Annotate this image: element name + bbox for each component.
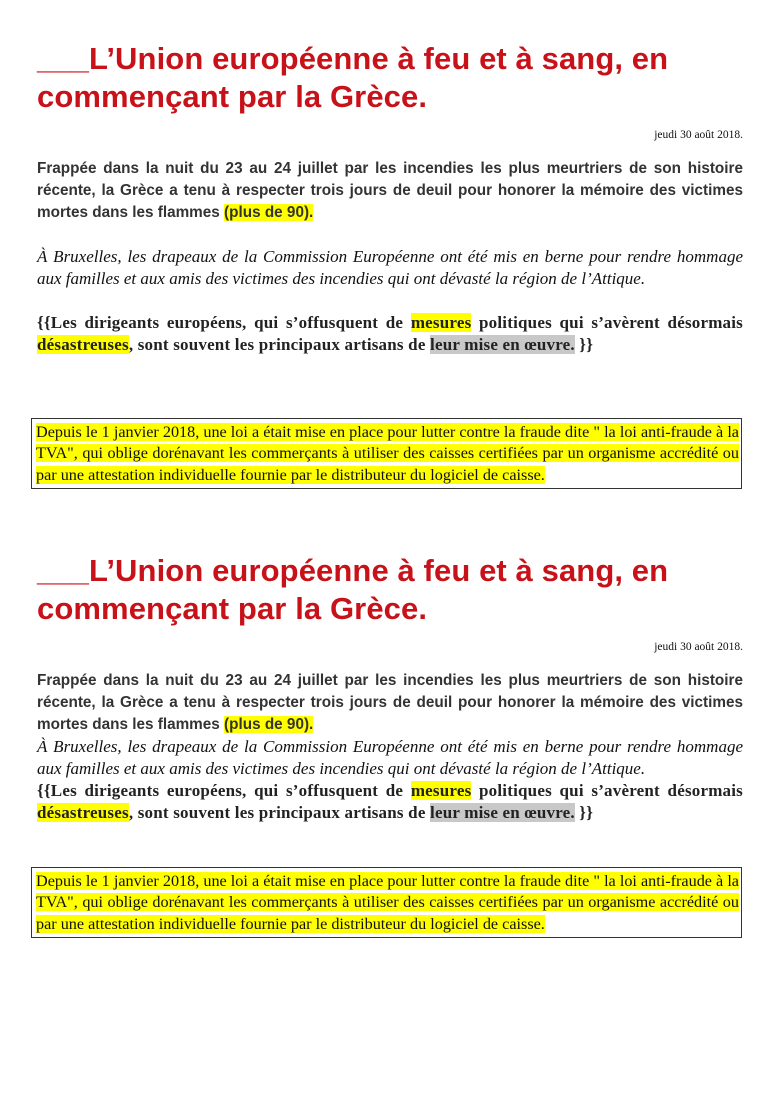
victims-count-highlight: (plus de 90).: [224, 716, 314, 733]
highlight-desastreuses: désastreuses: [37, 335, 129, 354]
intro-text: Frappée dans la nuit du 23 au 24 juillet par les incendies les plus meurtriers de son histoire récente, la Grèce a tenu à respecter trois jours de deuil pour honorer la mémoire des victimes mortes dans les flammes: [37, 672, 743, 733]
intro-paragraph: [37, 158, 743, 224]
quote-paragraph: [37, 780, 743, 824]
highlight-desastreuses: désastreuses: [37, 803, 129, 822]
brussels-paragraph: À Bruxelles, les drapeaux de la Commission Européenne ont été mis en berne pour rendre hommage aux familles et aux amis des victimes des incendies qui ont dévasté la région de l’Attique.: [37, 247, 743, 288]
quote-text-d: }}: [574, 335, 594, 354]
quote-text-b: politiques qui s’avèrent désormais: [471, 781, 743, 800]
highlight-mesures: mesures: [410, 313, 472, 332]
quote-text-d: }}: [574, 803, 594, 822]
article-title: ___L’Union européenne à feu et à sang, en commençant par la Grèce.: [37, 41, 669, 114]
highlight-mise-en-oeuvre: leur mise en œuvre.: [430, 335, 575, 354]
article-2: [37, 552, 743, 824]
tva-law-text: Depuis le 1 janvier 2018, une loi a était mise en place pour lutter contre la fraude dite " la loi anti-fraude à la TVA", qui oblige dorénavant les commerçants à utiliser des caisses certifiées par un organisme accrédité ou par une attestation individuelle fournie par le distributeur du logiciel de caisse.: [36, 872, 739, 933]
article-date: jeudi 30 août 2018.: [654, 641, 743, 653]
tva-law-box: [31, 418, 742, 489]
highlight-mise-en-oeuvre: leur mise en œuvre.: [430, 803, 575, 822]
intro-paragraph: [37, 670, 743, 736]
quote-text-a: {{Les dirigeants européens, qui s’offusquent de: [37, 781, 411, 800]
article-title: ___L’Union européenne à feu et à sang, en commençant par la Grèce.: [37, 553, 669, 626]
intro-text: Frappée dans la nuit du 23 au 24 juillet par les incendies les plus meurtriers de son histoire récente, la Grèce a tenu à respecter trois jours de deuil pour honorer la mémoire des victimes mortes dans les flammes: [37, 160, 743, 221]
victims-count-highlight: (plus de 90).: [224, 204, 314, 221]
quote-paragraph: [37, 312, 743, 356]
tva-law-text: Depuis le 1 janvier 2018, une loi a était mise en place pour lutter contre la fraude dite " la loi anti-fraude à la TVA", qui oblige dorénavant les commerçants à utiliser des caisses certifiées par un organisme accrédité ou par une attestation individuelle fournie par le distributeur du logiciel de caisse.: [36, 423, 739, 484]
quote-text-b: politiques qui s’avèrent désormais: [471, 313, 743, 332]
highlight-mesures: mesures: [410, 781, 472, 800]
article-1: [37, 40, 743, 356]
tva-law-box: [31, 867, 742, 938]
article-date: jeudi 30 août 2018.: [654, 129, 743, 141]
quote-text-c: , sont souvent les principaux artisans de: [128, 803, 431, 822]
quote-text-a: {{Les dirigeants européens, qui s’offusquent de: [37, 313, 411, 332]
brussels-paragraph: À Bruxelles, les drapeaux de la Commission Européenne ont été mis en berne pour rendre hommage aux familles et aux amis des victimes des incendies qui ont dévasté la région de l’Attique.: [37, 737, 743, 778]
quote-text-c: , sont souvent les principaux artisans de: [128, 335, 431, 354]
